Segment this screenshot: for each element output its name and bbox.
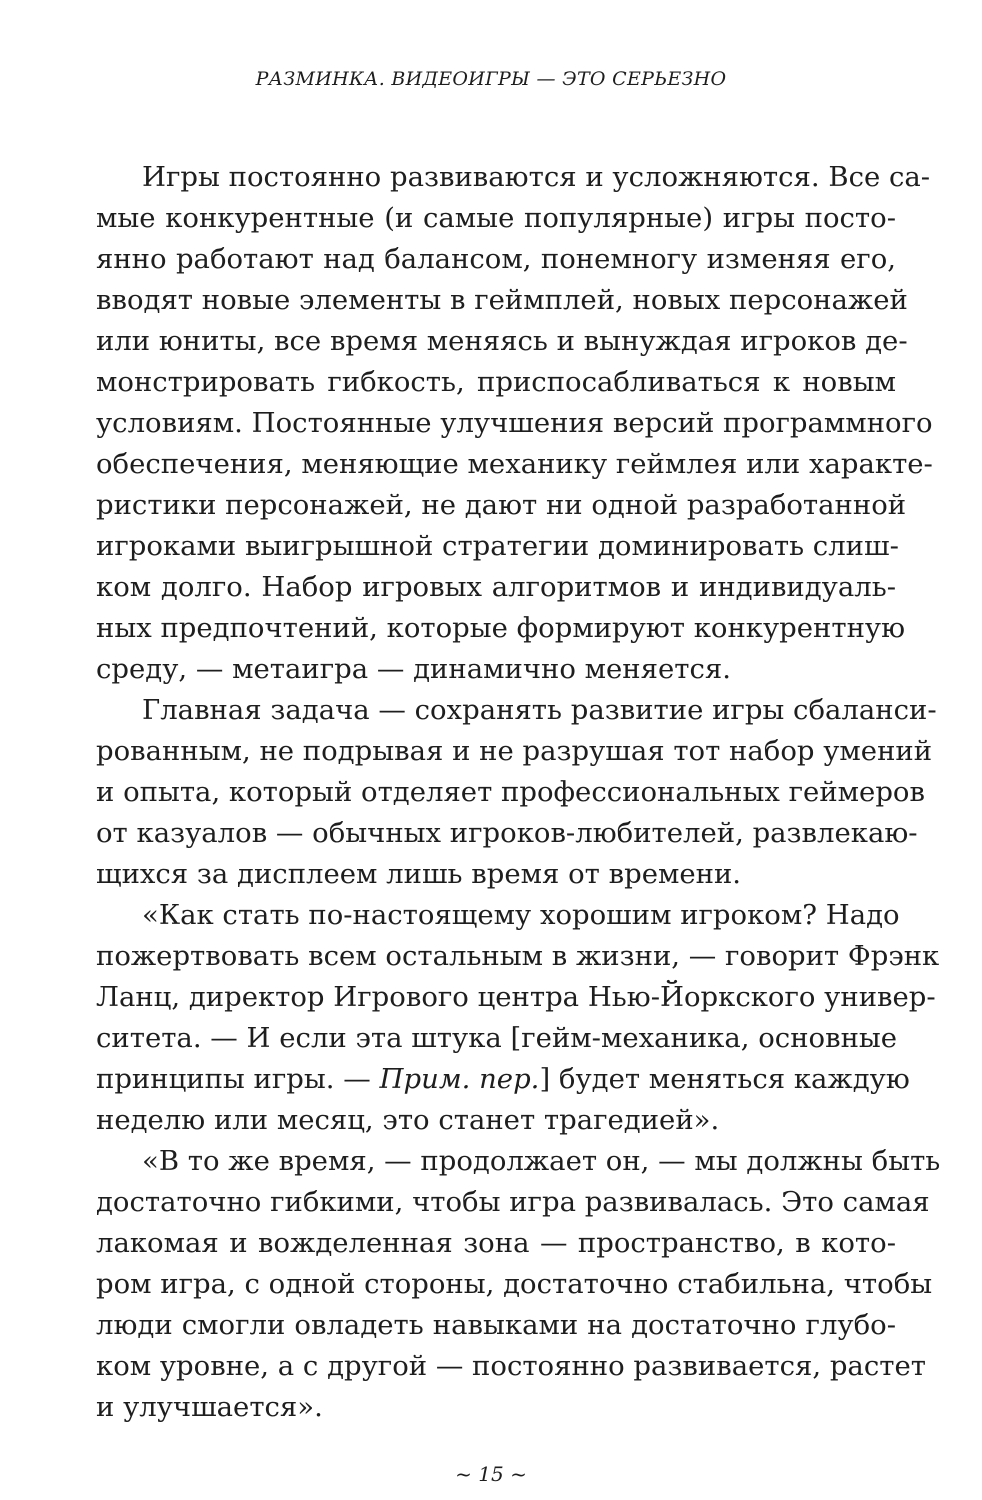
text-line: неделю или месяц, это станет трагедией». <box>96 1104 720 1136</box>
text-line: лакомая и вожделенная зона — пространство, в кото- <box>96 1227 896 1259</box>
page-number: ~ 15 ~ <box>455 1462 527 1486</box>
text-line: мые конкурентные (и самые популярные) игры посто- <box>96 202 896 234</box>
text-line: ристики персонажей, не дают ни одной разработанной <box>96 489 907 521</box>
text-line: монстрировать гибкость, приспосабливаться к новым <box>96 366 896 398</box>
text-line: ситета. — И если эта штука [гейм-механика, основные <box>96 1022 898 1054</box>
text-line: ных предпочтений, которые формируют конкурентную <box>96 612 906 644</box>
text-segment: ] будет меняться каждую <box>539 1063 910 1095</box>
text-line: рованным, не подрывая и не разрушая тот набор умений <box>96 735 933 767</box>
text-line: и улучшается». <box>96 1391 323 1423</box>
text-line: «В то же время, — продолжает он, — мы должны быть <box>142 1145 941 1177</box>
text-line: от казуалов — обычных игроков-любителей, развлекаю- <box>96 817 918 849</box>
text-line: ром игра, с одной стороны, достаточно стабильна, чтобы <box>96 1268 933 1300</box>
text-line: щихся за дисплеем лишь время от времени. <box>96 858 742 890</box>
translator-note: Прим. пер. <box>379 1063 540 1095</box>
text-segment: принципы игры. — <box>96 1063 380 1095</box>
text-line: условиям. Постоянные улучшения версий программного <box>96 407 933 439</box>
text-line: ком долго. Набор игровых алгоритмов и индивидуаль- <box>96 571 896 603</box>
text-line: ком уровне, а с другой — постоянно развивается, растет <box>96 1350 926 1382</box>
text-line-with-note <box>96 1059 910 1100</box>
text-line: люди смогли овладеть навыками на достаточно глубо- <box>96 1309 896 1341</box>
text-line: игроками выигрышной стратегии доминировать слиш- <box>96 530 899 562</box>
text-line: пожертвовать всем остальным в жизни, — говорит Фрэнк <box>96 940 940 972</box>
text-line: вводят новые элементы в геймплей, новых персонажей <box>96 284 908 316</box>
text-line: достаточно гибкими, чтобы игра развивалась. Это самая <box>96 1186 930 1218</box>
text-line: среду, — метаигра — динамично меняется. <box>96 653 731 685</box>
body-text <box>96 157 941 1428</box>
text-line: Игры постоянно развиваются и усложняются. Все са- <box>142 161 931 193</box>
text-line: Ланц, директор Игрового центра Нью-Йоркского универ- <box>96 981 936 1013</box>
text-line: янно работают над балансом, понемногу изменяя его, <box>96 243 896 275</box>
running-header: РАЗМИНКА. ВИДЕОИГРЫ — ЭТО СЕРЬЕЗНО <box>255 68 727 90</box>
text-line: и опыта, который отделяет профессиональных геймеров <box>96 776 925 808</box>
text-line: «Как стать по-настоящему хорошим игроком? Надо <box>142 899 900 931</box>
text-line: или юниты, все время меняясь и вынуждая игроков де- <box>96 325 908 357</box>
text-line: обеспечения, меняющие механику геймлея или характе- <box>96 448 933 480</box>
text-line: Главная задача — сохранять развитие игры сбаланси- <box>142 694 937 726</box>
